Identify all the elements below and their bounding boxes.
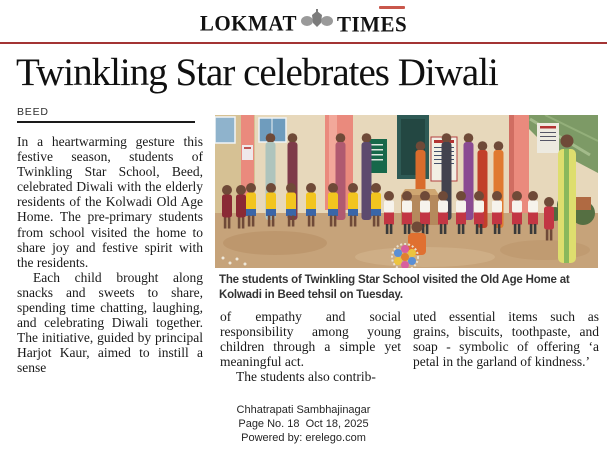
- article-paragraph: In a heartwarming gesture this festive season, students of Twinkling Star School, Beed, celebrated Diwali with the elderly residents of the Kolwadi Old Age Home. The pre-primary students from school visited the home to share joy and festive spirit with the residents.: [17, 134, 203, 270]
- photo-caption: The students of Twinkling Star School visited the Old Age Home at Kolwadi in Beed tehsil on Tuesday.: [219, 274, 570, 301]
- masthead-tagline-mark: [379, 6, 405, 9]
- article-paragraph: of empathy and social responsibility among young children through a simple yet meaningful act.: [220, 309, 401, 370]
- masthead-lokmat: LOKMAT: [199, 10, 297, 36]
- article-paragraph: The students also contrib-: [236, 369, 376, 385]
- masthead-times: TIMES: [336, 10, 408, 37]
- masthead: [0, 9, 607, 37]
- article-column-3: [413, 309, 599, 369]
- footer-powered-by: Powered by: erelego.com: [241, 432, 366, 444]
- article-paragraph: uted essential items such as grains, biscuits, toothpaste, and soap - symbolic of offering ‘a petal in the garland of kindness.’: [413, 309, 599, 370]
- dateline-rule: [17, 121, 195, 123]
- dateline: BEED: [17, 106, 49, 118]
- masthead-crest-icon: [300, 9, 334, 35]
- footer-city: Chhatrapati Sambhajinagar: [236, 404, 371, 416]
- masthead-divider-rule: [0, 42, 607, 44]
- article-column-1: [17, 134, 203, 376]
- article-column-2: [220, 309, 401, 384]
- footer: [0, 403, 607, 445]
- footer-page-date: Page No. 18 Oct 18, 2025: [238, 418, 369, 430]
- headline: Twinkling Star celebrates Diwali: [16, 51, 498, 94]
- news-photo: [215, 115, 598, 268]
- article-paragraph: Each child brought along snacks and sweets to share, spending time chatting, laughing, and celebrating Diwali together. The initiative, guided by principal Harjot Kaur, aimed to instill a sense: [17, 269, 203, 376]
